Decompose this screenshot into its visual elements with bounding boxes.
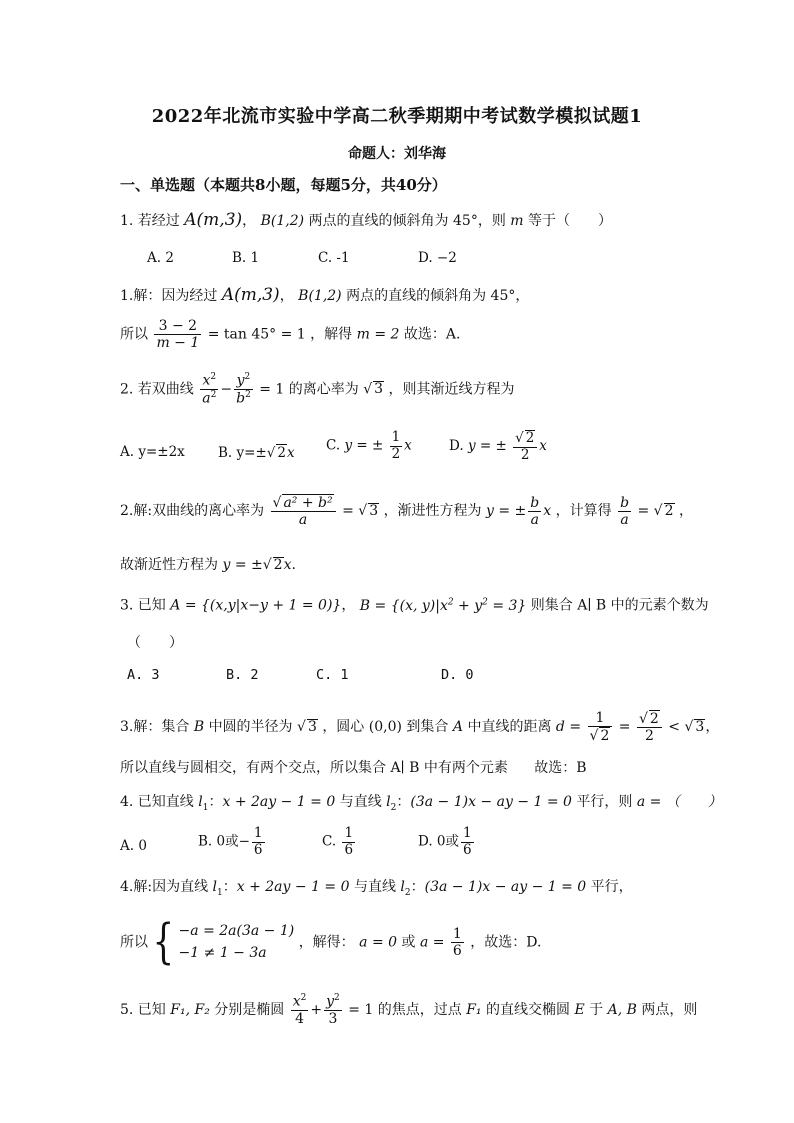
- q5-mid2: 的焦点，过点: [377, 1001, 462, 1018]
- a2-line2: 故渐近性方程为: [120, 557, 218, 573]
- q4-opt-b-num: 1: [253, 825, 263, 841]
- a2-frac-num-text: a² + b²: [283, 495, 333, 511]
- a1-prefix: 1.解：因为经过: [120, 288, 218, 304]
- q2-opt-c-pre: C.: [326, 437, 345, 454]
- a3-a: A: [452, 719, 463, 736]
- q4-eq1: x + 2ay − 1 = 0: [222, 794, 336, 810]
- a2-frac-den-text: a: [298, 512, 308, 529]
- q3-set-a: A = {(x,y|x−y + 1 = 0)}: [170, 597, 342, 614]
- q4-opt-d-num: 1: [463, 825, 472, 841]
- a1-point-b: B(1,2): [298, 288, 342, 304]
- a1-point-a: A(m,3): [221, 285, 280, 305]
- a2-frac-den: [271, 512, 336, 528]
- q2-eq-tail: = 1: [259, 381, 285, 398]
- q2-opt-c-frac: [390, 430, 403, 462]
- a3-r: 3: [307, 719, 317, 736]
- q2-suffix: ，则其渐近线方程为: [388, 381, 515, 398]
- q5-prefix: 5. 已知: [120, 1001, 166, 1018]
- a4-suffix: 平行，: [590, 879, 633, 895]
- a3-mid2: ，圆心: [322, 719, 365, 736]
- a3-answer: 故选：B: [534, 760, 587, 776]
- a2-e: 3: [369, 503, 379, 520]
- q3-paren: （ ）: [127, 635, 183, 651]
- q5-mid3: 的直线交椭圆: [486, 1001, 570, 1018]
- q1-option-d: D. −2: [418, 250, 457, 266]
- author-line: 命题人：刘华海: [348, 146, 446, 162]
- q5-suffix: 两点，则: [641, 1001, 698, 1018]
- question-3: 3. 已知 A = {(x,y|x−y + 1 = 0)}， B = {(x, $y)|x^2 + y^2 = 3$} 则集合 A∣ B 中的元素个数为: [120, 597, 709, 614]
- q2-opt-b-pre: B. y=±: [218, 445, 267, 461]
- answer-3-line-1: 3.解：集合 B 中圆的半径为 √ 3 ，圆心 (0,0) 到集合 A 中直线的距离 d = $\frac{1}{√ 2}$ = $\frac{√ 2}{2}$ < √ 3，: [120, 710, 720, 745]
- answer-3-line-2: [120, 761, 587, 775]
- q4-opt-c-num: 1: [344, 825, 354, 841]
- q1-angle: 45°: [453, 213, 478, 229]
- q5-e: E: [574, 1001, 585, 1018]
- q3-option-b: B. 2: [226, 667, 259, 683]
- q2-opt-c-y: y = ±: [344, 437, 384, 454]
- q2-opt-c-den: 2: [391, 445, 401, 462]
- answer-4-line-2: 所以 { −a = 2a(3a − 1) −1 ≠ 1 − 3a ，解得： a = 0 或 a = $\frac{1}{6}$ ，故选：D.: [120, 914, 542, 971]
- q4-option-b: [198, 826, 267, 858]
- q1-mid: 两点的直线的倾斜角为: [308, 213, 449, 229]
- q2-option-b: B. y=±√ 2x: [218, 445, 295, 461]
- a4-eq2: (3a − 1)x − ay − 1 = 0: [424, 879, 587, 895]
- a2-frac: [271, 494, 336, 528]
- a4-mid: 与直线: [353, 879, 396, 895]
- q2-opt-c-num: 1: [391, 429, 401, 445]
- q5-mid1: 分别是椭圆: [214, 1001, 285, 1018]
- a1-eq: = tan 45° = 1: [207, 326, 306, 343]
- answer-2-line-2: 故渐近性方程为 y = ±√ 2x.: [120, 557, 296, 573]
- a4-eq1: x + 2ay − 1 = 0: [236, 879, 350, 895]
- q2-opt-b-x: x: [286, 445, 295, 461]
- q4-opt-c-text: C.: [322, 833, 337, 850]
- q4-suffix: 平行，则: [576, 794, 633, 810]
- a1-answer: 故选：A.: [403, 326, 461, 343]
- q2-option-a: A. y=±2x: [120, 444, 185, 460]
- a3-mid3: 到集合: [406, 719, 449, 736]
- a3-mid1: 中圆的半径为: [208, 719, 293, 736]
- q4-option-c: [322, 826, 357, 858]
- q5-eq-tail: = 1: [348, 1001, 374, 1018]
- q3-suffix: 则集合 A∣ B 中的元素个数为: [530, 597, 709, 614]
- q1-point-a: A(m,3): [184, 210, 243, 230]
- q1-ask: 等于（ ）: [528, 213, 613, 229]
- a2-eq-e: =: [342, 503, 359, 520]
- a2-asym: y = ±: [486, 503, 527, 520]
- a4-prefix: 4.解:因为直线: [120, 879, 209, 895]
- q3-set-b-pre: B = {(x, y)|x: [359, 597, 448, 614]
- q3-set-b-end: = 3}: [487, 597, 527, 614]
- a4-row1: −a = 2a(3a − 1): [178, 923, 295, 939]
- a1-solve: ，解得: [310, 326, 353, 343]
- a4-row2: −1 ≠ 1 − 3a: [178, 945, 267, 962]
- a2-mid: ，渐进性方程为: [383, 503, 482, 520]
- a2-final: y = ±: [222, 557, 263, 573]
- a3-mid4: 中直线的距离: [467, 719, 552, 736]
- a4-solve: ，解得：: [298, 934, 355, 951]
- q3-prefix: 3. 已知: [120, 597, 166, 614]
- q4-option-d: [418, 826, 476, 858]
- a3-d: d =: [555, 719, 582, 736]
- a1-frac-num: 3 − 2: [154, 318, 201, 335]
- q4-opt-b-den: 6: [253, 841, 263, 858]
- q4-eq2: (3a − 1)x − ay − 1 = 0: [410, 794, 572, 810]
- a1-frac-den: [154, 335, 201, 351]
- a3-b: B: [193, 719, 205, 736]
- question-4: 4. 已知直线 $l_1$：x + 2ay − 1 = 0 与直线 $l_2$：(3a − 1)x − ay − 1 = 0 平行，则 a = （ ）: [120, 794, 722, 813]
- a3-center: (0,0): [368, 719, 402, 736]
- q4-opt-b-text: B. 0或−: [198, 833, 250, 850]
- q3-option-a: A. 3: [127, 667, 160, 683]
- a3-line2: 所以直线与圆相交，有两个交点，所以集合 A∣ B 中有两个元素: [120, 760, 508, 776]
- q2-opt-b-root: 2: [277, 445, 286, 461]
- a1-fraction: [154, 318, 201, 351]
- question-5: 5. 已知 F₁, F₂ 分别是椭圆 $\frac{x^2}{4}$ + $\frac{y^2}{3}$ = 1 的焦点，过点 F₁ 的直线交椭圆 E 于 A, B 两点，则: [120, 993, 698, 1027]
- q3-set-b-post: + y: [453, 597, 483, 614]
- q1-option-b: B. 1: [232, 250, 260, 266]
- answer-1-line-2: [120, 318, 460, 351]
- q2-y-frac: $\frac{y^2}{b^2}$: [236, 372, 251, 407]
- q2-opt-d-num: 2: [525, 430, 535, 446]
- q1-var: m: [510, 213, 524, 229]
- q2-x-frac: $\frac{x^2}{a^2}$: [202, 372, 217, 407]
- q4-prefix: 4. 已知直线: [120, 794, 194, 810]
- q4-opt-d-den: 6: [463, 841, 472, 858]
- section-heading: 一、单选题（本题共8小题，每题5分，共40分）: [120, 176, 447, 194]
- a2-frac-num: √ a² + b²: [271, 494, 336, 512]
- q2-option-d: D. y = ± $\frac{√ 2}{2}$ x: [449, 430, 547, 463]
- question-2: 2. 若双曲线 $\frac{x^2}{a^2}$ − $\frac{y^2}{b^2}$ = 1 的离心率为 √ 3 ，则其渐近线方程为: [120, 372, 515, 407]
- a1-result: m = 2: [356, 326, 400, 343]
- a4-answer: ，故选：D.: [470, 934, 542, 951]
- q3-set-b: B = {(x, $y)|x^2 + y^2 = 3$}: [359, 597, 527, 614]
- q5-mid4: 于: [589, 1001, 604, 1018]
- a4-res1: a = 0: [359, 934, 398, 951]
- answer-1-line-1: 1.解：因为经过 A(m,3)， B(1,2) 两点的直线的倾斜角为 45°，: [120, 285, 530, 305]
- q5-ab: A, B: [607, 1001, 637, 1018]
- q5-f1: F₁: [466, 1001, 482, 1018]
- q1-prefix: 1. 若经过: [120, 213, 180, 229]
- a1-frac-den-text: m − 1: [156, 335, 200, 352]
- a1-mid: 两点的直线的倾斜角为: [346, 288, 487, 304]
- a1-angle: 45°: [490, 288, 516, 304]
- a4-res2: a =: [419, 934, 445, 951]
- q4-option-a: A. 0: [120, 838, 147, 854]
- q2-prefix: 2. 若双曲线: [120, 381, 194, 398]
- q4-mid: 与直线: [339, 794, 382, 810]
- q2-opt-d-pre: D.: [449, 438, 468, 455]
- q2-eccentricity: 3: [374, 381, 384, 398]
- q3-option-d: D. 0: [441, 667, 474, 683]
- a1-line2-prefix: 所以: [120, 326, 148, 343]
- question-1: 1. 若经过 A(m,3)， B(1,2) 两点的直线的倾斜角为 45°，则 m 等于（ ）: [120, 210, 613, 230]
- q1-option-a: A. 2: [147, 250, 174, 266]
- a4-or: 或: [401, 934, 416, 951]
- q2-opt-d-y: y = ±: [467, 438, 507, 455]
- q2-mid: 的离心率为: [288, 381, 359, 398]
- a4-line2-prefix: 所以: [120, 934, 148, 951]
- q4-ask: a = （ ）: [636, 794, 722, 810]
- a4-system: { −a = 2a(3a − 1) −1 ≠ 1 − 3a: [152, 914, 295, 971]
- a2-calc: ，计算得: [555, 503, 612, 520]
- q1-option-c: C. -1: [318, 250, 350, 266]
- q5-foci: F₁, F₂: [170, 1001, 210, 1018]
- q1-point-b: B(1,2): [260, 213, 305, 229]
- page-title: 2022年北流市实验中学高二秋季期期中考试数学模拟试题1: [151, 106, 643, 127]
- q2-opt-d-frac: $\frac{√ 2}{2}$: [513, 430, 537, 463]
- q2-option-c: C. y = ± $\frac{1}{2}$ x: [326, 429, 412, 462]
- q1-suffix: ，则: [477, 213, 506, 229]
- q3-option-c: C. 1: [316, 667, 349, 683]
- a3-prefix: 3.解：集合: [120, 719, 190, 736]
- q2-opt-d-den: 2: [520, 446, 530, 463]
- answer-4-line-1: 4.解:因为直线 $l_1$：x + 2ay − 1 = 0 与直线 $l_2$：(3a − 1)x − ay − 1 = 0 平行，: [120, 879, 633, 898]
- a2-prefix: 2.解:双曲线的离心率为: [120, 503, 265, 520]
- q4-opt-c-den: 6: [344, 841, 354, 858]
- answer-2-line-1: 2.解:双曲线的离心率为 $\frac{\text{√ a² + b²}}{a}$ = √ 3 ，渐进性方程为 y = ± $\frac{b}{a}$ x ，计算得 $\frac{b}{a}$ = √ 2 ，: [120, 494, 693, 529]
- q4-opt-d-text: D. 0或: [418, 833, 460, 850]
